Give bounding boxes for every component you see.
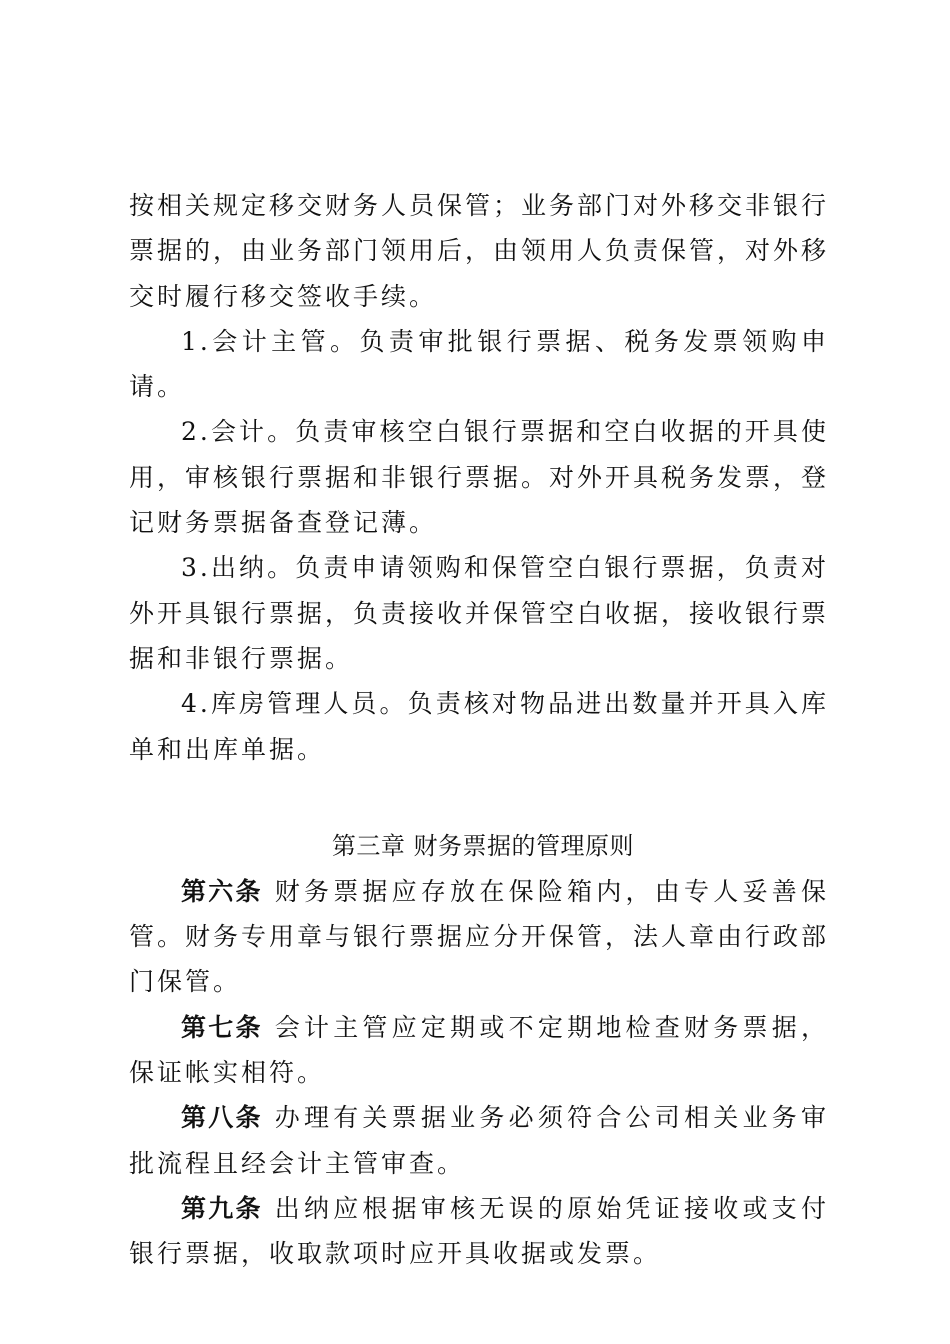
article-label: 第九条 <box>181 1193 263 1223</box>
article-8 <box>129 1095 829 1186</box>
chapter-title: 第三章 财务票据的管理原则 <box>331 831 635 860</box>
role-accountant: 2.会计。负责审核空白银行票据和空白收据的开具使用，审核银行票据和非银行票据。对外开具税务发票，登记财务票据备查登记薄。 <box>129 417 830 538</box>
article-9 <box>129 1186 829 1277</box>
role-warehouse-manager: 4.库房管理人员。负责核对物品进出数量并开具入库单和出库单据。 <box>129 689 829 764</box>
role-accounting-supervisor: 1.会计主管。负责审批银行票据、税务发票领购申请。 <box>129 326 829 402</box>
section-spacer <box>129 772 829 823</box>
article-6 <box>129 869 829 1005</box>
article-label: 第八条 <box>181 1103 263 1133</box>
article-text: 办理有关票据业务必须符合公司相关业务审批流程且经会计主管审查。 <box>129 1103 829 1178</box>
article-text: 财务票据应存放在保险箱内，由专人妥善保管。财务专用章与银行票据应分开保管，法人章由行政部门保管。 <box>129 876 830 997</box>
article-label: 第六条 <box>181 876 263 906</box>
role-cashier: 3.出纳。负责申请领购和保管空白银行票据，负责对外开具银行票据，负责接收并保管空白收据，接收银行票据和非银行票据。 <box>129 553 830 673</box>
continuation-paragraph: 按相关规定移交财务人员保管；业务部门对外移交非银行票据的，由业务部门领用后，由领用人负责保管，对外移交时履行移交签收手续。 <box>129 191 830 311</box>
article-7 <box>129 1005 829 1096</box>
article-text: 出纳应根据审核无误的原始凭证接收或支付银行票据，收取款项时应开具收据或发票。 <box>129 1193 829 1269</box>
article-text: 会计主管应定期或不定期地检查财务票据，保证帐实相符。 <box>129 1012 829 1088</box>
document-page <box>129 183 829 1277</box>
article-label: 第七条 <box>181 1012 263 1042</box>
